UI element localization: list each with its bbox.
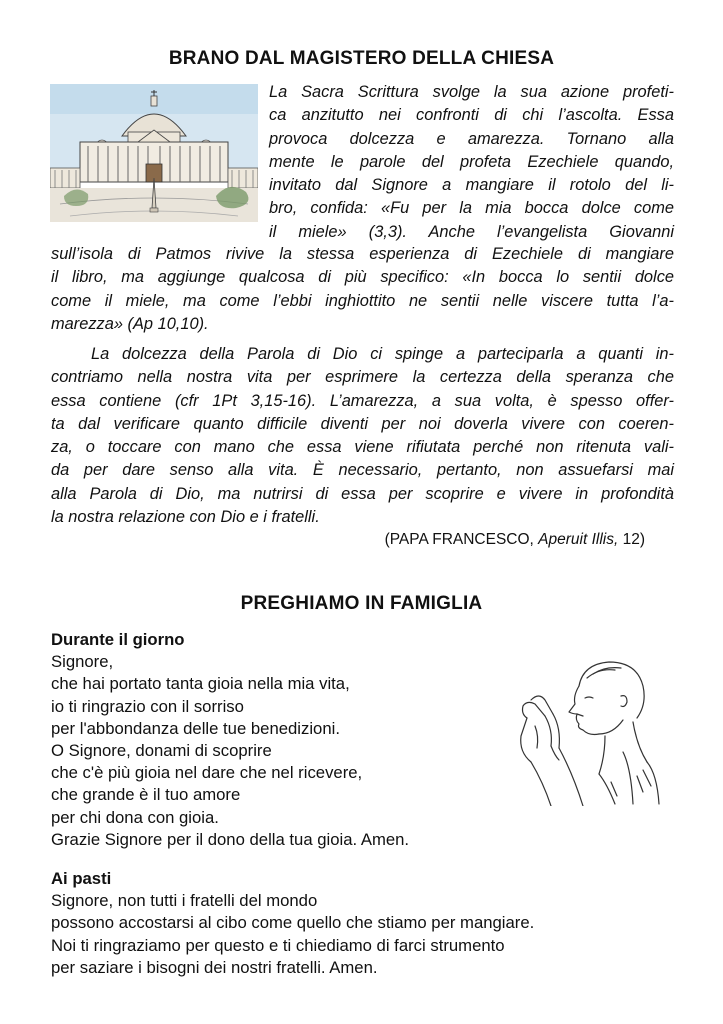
text-line: ca anzitutto nei confronti di chi l’ascolta. Essa [269,106,674,125]
prayer-day-heading: Durante il giorno [51,630,185,649]
prayer-line: possono accostarsi al cibo come quello che stiamo per mangiare. [51,913,535,933]
prayer-line: Signore, [51,652,114,672]
section-magistero-title: BRANO DAL MAGISTERO DELLA CHIESA [168,48,555,69]
citation-work: Aperuit Illis, [538,531,619,548]
prayer-meals [51,868,534,979]
text-line: il miele» (3,3). Anche l’evangelista Giovanni [269,222,674,241]
text-line: ta dal verificare quanto difficile diventi per noi doverla vivere con coeren- [51,414,674,433]
citation-number: 12) [618,531,645,548]
text-line: sull’isola di Patmos rivive la stessa esperienza di Ezechiele di mangiare [51,245,674,263]
text-line: invitato dal Signore a mangiare il rotolo del li- [269,176,674,195]
text-line: provoca dolcezza e amarezza. Tornano alla [269,129,674,148]
text-line: marezza» (Ap 10,10). [51,314,209,333]
text-line: da per dare senso alla vita. È necessario, pertanto, non assuefarsi mai [51,461,674,480]
prayer-line: io ti ringrazio con il sorriso [51,696,244,716]
text-line: la nostra relazione con Dio e i fratelli. [51,508,320,527]
prayer-line: Noi ti ringraziamo per questo e ti chiediamo di farci strumento [51,935,505,955]
text-line: il libro, ma aggiunge qualcosa di più specifico: «In bocca lo sentii dolce [51,268,674,287]
text-line: contriamo nella nostra vita per esprimere la certezza della speranza che [51,368,674,387]
citation-author: (PAPA FRANCESCO, [384,531,539,548]
prayer-line: che hai portato tanta gioia nella mia vita, [51,674,350,694]
text-line: bro, confida: «Fu per la mia bocca dolce come [269,199,674,218]
prayer-meals-heading: Ai pasti [51,869,112,888]
prayer-line: O Signore, donami di scoprire [51,741,272,761]
magistero-paragraph-1-wrapped [269,81,674,244]
text-line: mente le parole del profeta Ezechiele quando, [269,152,674,171]
magistero-paragraph-2 [51,343,674,529]
section-famiglia-title: PREGHIAMO IN FAMIGLIA [240,593,483,614]
text-line: La dolcezza della Parola di Dio ci spinge a parteciparla a quanti in- [91,345,674,363]
text-line: La Sacra Scrittura svolge la sua azione profeti- [269,83,674,101]
praying-person-illustration [487,656,663,806]
prayer-line: Grazie Signore per il dono della tua gioia. Amen. [51,829,410,849]
text-line: come il miele, ma come l’ebbi inghiottito ne sentii nelle viscere tutta l’a- [51,291,674,310]
citation [385,531,645,549]
prayer-line: che grande è il tuo amore [51,785,241,805]
text-line: essa contiene (cfr 1Pt 3,15-16). L’amarezza, a sua volta, è spesso offer- [51,391,674,410]
magistero-paragraph-1-full [51,243,674,336]
prayer-line: che c'è più gioia nel dare che nel ricevere, [51,763,363,783]
prayer-line: per saziare i bisogni dei nostri fratelli. Amen. [51,957,378,977]
text-line: alla Parola di Dio, ma nutrirsi di essa per scoprire e vivere in profondità [51,484,674,503]
prayer-line: per l'abbondanza delle tue benedizioni. [51,718,340,738]
basilica-illustration [50,84,258,222]
prayer-line: Signore, non tutti i fratelli del mondo [51,891,318,911]
prayer-line: per chi dona con gioia. [51,807,219,827]
text-line: za, o toccare con mano che essa viene rifiutata perché non ritenuta vali- [51,438,674,457]
prayer-day [51,629,409,851]
